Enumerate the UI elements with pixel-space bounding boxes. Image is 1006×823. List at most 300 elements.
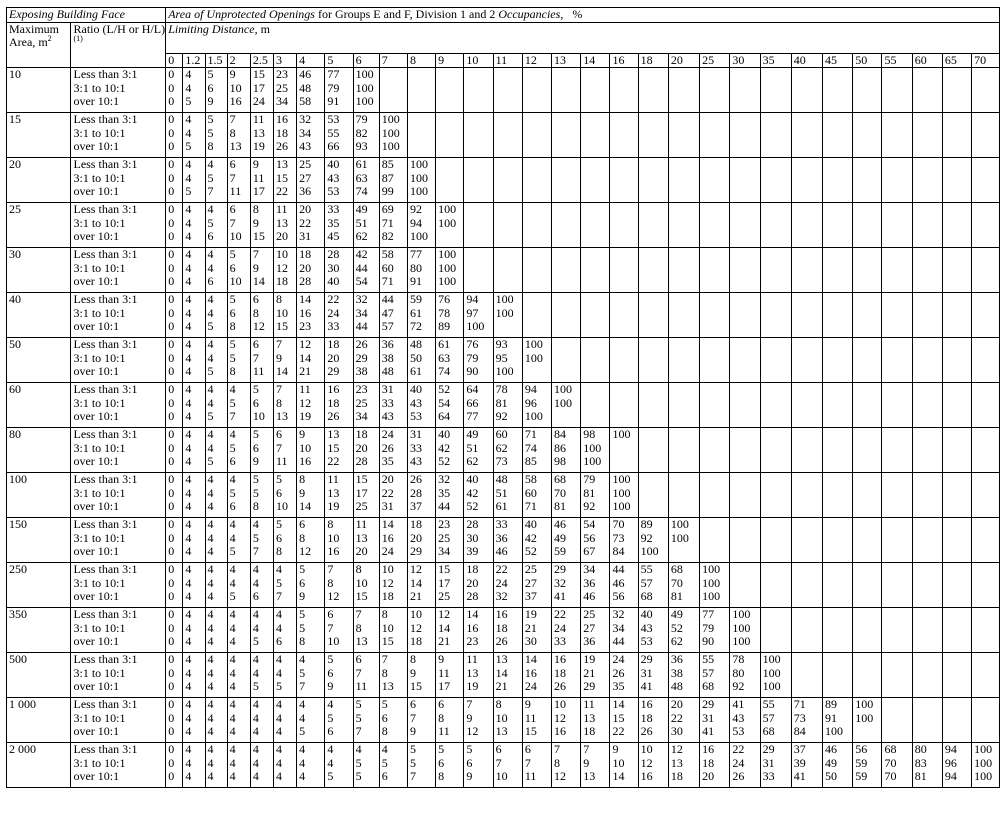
percent-value: 10 <box>229 274 242 288</box>
percent-value: 8 <box>229 125 236 140</box>
percent-value <box>583 275 609 289</box>
percent-cell <box>183 473 205 518</box>
percent-value <box>583 352 609 366</box>
percent-value: 31 <box>381 499 394 513</box>
percent-cell <box>552 518 581 563</box>
percent-cell <box>250 293 273 338</box>
percent-value <box>855 532 881 546</box>
percent-value: 24 <box>495 575 508 590</box>
percent-value: 4 <box>252 710 259 725</box>
percent-value: 13 <box>381 679 394 693</box>
ratio-label: over 10:1 <box>73 229 120 243</box>
percent-value: 100 <box>583 440 602 455</box>
percent-cell <box>581 563 610 608</box>
percent-cell <box>730 653 760 698</box>
title-row <box>7 8 1000 23</box>
percent-value: 18 <box>409 634 422 648</box>
percent-cell <box>325 158 353 203</box>
max-area-cell: 1 000 <box>7 698 71 743</box>
percent-value: 100 <box>409 157 428 171</box>
percent-value <box>612 338 637 352</box>
percent-value: 4 <box>299 697 306 711</box>
percent-value <box>612 127 637 141</box>
percent-cell <box>436 293 464 338</box>
percent-cell <box>638 608 668 653</box>
percent-value <box>554 217 580 231</box>
percent-cell <box>730 338 760 383</box>
percent-value <box>702 158 729 172</box>
percent-value: 5 <box>229 589 236 603</box>
percent-cell <box>942 743 971 788</box>
percent-value <box>945 518 971 532</box>
percent-value: 59 <box>554 544 567 558</box>
percent-cell <box>581 518 610 563</box>
percent-value: 62 <box>355 229 368 243</box>
percent-value: 36 <box>670 652 683 666</box>
percent-value <box>884 590 911 604</box>
percent-value: 4 <box>327 742 334 756</box>
percent-value: 17 <box>252 184 265 198</box>
percent-value: 9 <box>252 215 259 230</box>
percent-value <box>671 545 699 559</box>
ratio-label: Less than 3:1 <box>73 292 138 306</box>
percent-value <box>915 442 942 456</box>
percent-value: 9 <box>299 485 306 500</box>
percent-value: 25 <box>355 395 368 410</box>
percent-value: 5 <box>327 710 334 725</box>
percent-cell <box>823 743 853 788</box>
percent-value: 4 <box>185 454 192 468</box>
percent-value <box>825 622 852 636</box>
percent-value <box>496 275 522 289</box>
percent-cell <box>183 203 205 248</box>
percent-value <box>583 365 609 379</box>
percent-cell <box>730 293 760 338</box>
percent-value: 21 <box>409 589 422 603</box>
percent-value <box>974 680 999 694</box>
percent-cell <box>668 248 699 293</box>
percent-value <box>641 410 668 424</box>
percent-value: 38 <box>670 665 683 680</box>
percent-value: 14 <box>612 769 625 783</box>
percent-value: 9 <box>612 742 619 756</box>
percent-value <box>825 428 852 442</box>
percent-value: 16 <box>327 544 340 558</box>
percent-value <box>732 68 759 82</box>
percent-value <box>794 635 822 649</box>
percent-cell <box>581 608 610 653</box>
ratio-label: Less than 3:1 <box>73 157 138 171</box>
percent-value <box>825 320 852 334</box>
percent-cell <box>552 653 581 698</box>
percent-value <box>732 158 759 172</box>
percent-value <box>554 172 580 186</box>
percent-cell <box>791 518 822 563</box>
percent-value: 18 <box>466 562 479 576</box>
percent-value <box>945 217 971 231</box>
percent-value <box>915 185 942 199</box>
percent-cell <box>668 383 699 428</box>
percent-value <box>671 410 699 424</box>
percent-value <box>884 428 911 442</box>
percent-value: 4 <box>229 742 236 756</box>
percent-value: 41 <box>702 724 715 738</box>
percent-value <box>884 500 911 514</box>
percent-value <box>763 428 791 442</box>
ratio-label: over 10:1 <box>73 634 120 648</box>
percent-value: 5 <box>229 292 236 306</box>
percent-cell <box>668 518 699 563</box>
percent-value: 12 <box>276 260 288 275</box>
percent-value: 0 <box>168 305 175 320</box>
percent-value: 4 <box>185 575 192 590</box>
percent-cell <box>610 293 638 338</box>
percent-value: 40 <box>327 157 340 171</box>
percent-cell <box>297 383 325 428</box>
percent-value <box>671 397 699 411</box>
percent-value <box>732 428 759 442</box>
percent-value: 18 <box>276 274 288 288</box>
percent-value: 7 <box>207 184 214 198</box>
percent-value <box>794 622 822 636</box>
percent-cell <box>407 473 435 518</box>
percent-value <box>825 410 852 424</box>
percent-cell <box>610 743 638 788</box>
percent-value: 71 <box>524 499 537 513</box>
percent-value <box>732 113 759 127</box>
percent-value: 7 <box>327 562 334 576</box>
percent-value: 8 <box>554 755 561 770</box>
percent-value <box>794 365 822 379</box>
percent-value: 81 <box>914 769 927 783</box>
percent-value <box>915 500 942 514</box>
percent-value: 67 <box>583 544 596 558</box>
percent-cell <box>760 248 791 293</box>
percent-cell <box>379 338 407 383</box>
percent-cell <box>972 653 1000 698</box>
percent-value: 19 <box>583 652 596 666</box>
percent-value: 18 <box>554 665 567 680</box>
percent-value <box>702 185 729 199</box>
percent-value <box>884 518 911 532</box>
percent-cell <box>227 428 250 473</box>
percent-value <box>855 185 881 199</box>
percent-cell <box>250 158 273 203</box>
percent-cell <box>581 383 610 428</box>
ratio-cell <box>71 653 166 698</box>
percent-value: 5 <box>207 112 214 126</box>
percent-value <box>855 158 881 172</box>
percent-cell <box>297 293 325 338</box>
percent-value <box>884 95 911 109</box>
percent-cell <box>464 608 493 653</box>
percent-value: 9 <box>299 427 306 441</box>
percent-cell <box>610 428 638 473</box>
percent-value: 6 <box>252 292 259 306</box>
limiting-distance-col-header: 50 <box>853 54 882 68</box>
max-area-cell: 25 <box>7 203 71 248</box>
percent-cell <box>972 203 1000 248</box>
percent-cell <box>353 383 379 428</box>
percent-value: 70 <box>884 769 897 783</box>
percent-cell <box>581 293 610 338</box>
percent-value: 4 <box>207 679 214 693</box>
percent-value <box>466 158 492 172</box>
percent-value <box>732 217 759 231</box>
percent-value <box>763 275 791 289</box>
percent-value <box>641 172 668 186</box>
percent-cell <box>760 293 791 338</box>
exposing-building-face-header: Exposing Building Face <box>7 8 166 23</box>
percent-value: 25 <box>355 499 368 513</box>
percent-value <box>794 383 822 397</box>
percent-cell <box>552 338 581 383</box>
percent-value <box>732 127 759 141</box>
ratio-label: 3:1 to 10:1 <box>73 485 126 500</box>
percent-cell <box>760 518 791 563</box>
percent-cell <box>205 698 227 743</box>
percent-value: 8 <box>438 710 445 725</box>
percent-value <box>945 487 971 501</box>
percent-value <box>612 410 637 424</box>
percent-value <box>612 442 637 456</box>
percent-value <box>702 320 729 334</box>
percent-cell <box>464 68 493 113</box>
percent-value: 26 <box>612 665 625 680</box>
percent-cell <box>853 113 882 158</box>
percent-value: 79 <box>702 620 715 635</box>
percent-value: 7 <box>466 697 473 711</box>
percent-value: 6 <box>381 710 388 725</box>
percent-cell <box>166 68 183 113</box>
percent-value: 36 <box>299 184 312 198</box>
percent-value: 0 <box>168 440 175 455</box>
percent-value: 42 <box>466 485 479 500</box>
percent-value <box>915 545 942 559</box>
percent-value <box>466 203 492 217</box>
percent-value: 100 <box>495 292 514 306</box>
percent-value: 19 <box>524 607 537 621</box>
limiting-distance-col-header: 3 <box>274 54 297 68</box>
percent-value: 4 <box>252 724 259 738</box>
percent-value: 14 <box>612 697 625 711</box>
percent-cell <box>700 248 730 293</box>
percent-value <box>466 95 492 109</box>
percent-cell <box>205 293 227 338</box>
percent-value: 7 <box>554 742 561 756</box>
percent-value: 17 <box>355 485 368 500</box>
percent-value <box>702 397 729 411</box>
percent-value: 7 <box>299 679 306 693</box>
percent-value: 100 <box>381 112 400 126</box>
percent-value: 4 <box>185 710 192 725</box>
percent-cell <box>760 338 791 383</box>
percent-value <box>794 428 822 442</box>
percent-value: 8 <box>299 634 306 648</box>
percent-value: 32 <box>495 589 508 603</box>
percent-cell <box>522 608 551 653</box>
percent-cell <box>882 518 912 563</box>
percent-value: 64 <box>438 409 451 423</box>
percent-value <box>702 95 729 109</box>
percent-value <box>641 82 668 96</box>
percent-value <box>855 352 881 366</box>
table-row <box>7 383 1000 428</box>
percent-value <box>702 82 729 96</box>
percent-value <box>974 455 999 469</box>
percent-value <box>763 410 791 424</box>
percent-value: 4 <box>276 620 282 635</box>
percent-cell <box>912 203 942 248</box>
percent-value: 0 <box>168 247 175 261</box>
percent-value <box>915 410 942 424</box>
percent-value: 8 <box>438 769 445 783</box>
percent-value: 100 <box>855 697 874 711</box>
percent-value <box>915 698 942 712</box>
percent-value <box>438 113 463 127</box>
percent-cell <box>274 113 297 158</box>
percent-value: 15 <box>355 589 368 603</box>
percent-value <box>974 532 999 546</box>
percent-value <box>641 95 668 109</box>
percent-cell <box>436 563 464 608</box>
percent-value <box>945 680 971 694</box>
percent-value: 16 <box>640 769 653 783</box>
percent-value: 4 <box>185 247 192 261</box>
percent-cell <box>853 653 882 698</box>
percent-cell <box>407 338 435 383</box>
percent-cell <box>552 473 581 518</box>
percent-value <box>496 262 522 276</box>
percent-cell <box>436 608 464 653</box>
percent-value: 100 <box>732 634 751 648</box>
percent-value: 4 <box>207 697 214 711</box>
percent-cell <box>668 473 699 518</box>
percent-value: 98 <box>583 427 596 441</box>
percent-value: 0 <box>168 274 175 288</box>
percent-value <box>671 473 699 487</box>
percent-value: 4 <box>185 305 192 320</box>
percent-cell <box>407 158 435 203</box>
percent-value <box>884 622 911 636</box>
percent-cell <box>379 113 407 158</box>
percent-cell <box>942 428 971 473</box>
percent-cell <box>274 653 297 698</box>
percent-value: 4 <box>207 440 214 455</box>
percent-value: 77 <box>466 409 479 423</box>
percent-value: 9 <box>409 665 416 680</box>
percent-value: 10 <box>409 607 422 621</box>
percent-value: 5 <box>207 67 214 81</box>
percent-cell <box>227 743 250 788</box>
percent-value: 4 <box>207 544 214 558</box>
percent-cell <box>353 248 379 293</box>
percent-cell <box>325 698 353 743</box>
percent-value <box>763 172 791 186</box>
percent-value: 9 <box>524 697 531 711</box>
percent-value <box>794 577 822 591</box>
percent-cell <box>464 698 493 743</box>
percent-cell <box>853 518 882 563</box>
ratio-cell <box>71 608 166 653</box>
percent-value: 7 <box>229 112 236 126</box>
percent-cell <box>581 743 610 788</box>
percent-value <box>554 248 580 262</box>
percent-value <box>974 383 999 397</box>
percent-value: 16 <box>299 305 312 320</box>
ratio-cell <box>71 203 166 248</box>
percent-value <box>496 203 522 217</box>
percent-value: 4 <box>207 427 214 441</box>
percent-value: 4 <box>207 710 214 725</box>
percent-value: 30 <box>466 530 479 545</box>
percent-cell <box>493 653 522 698</box>
percent-value: 4 <box>185 157 192 171</box>
percent-value: 7 <box>276 382 282 396</box>
percent-value: 19 <box>466 679 479 693</box>
percent-cell <box>227 158 250 203</box>
percent-value: 0 <box>168 679 175 693</box>
percent-value: 10 <box>276 247 288 261</box>
percent-cell <box>668 158 699 203</box>
percent-value: 82 <box>355 125 368 140</box>
percent-cell <box>274 203 297 248</box>
percent-value: 4 <box>276 769 282 783</box>
percent-cell <box>522 293 551 338</box>
percent-value <box>974 442 999 456</box>
percent-value <box>884 410 911 424</box>
percent-value: 90 <box>702 634 715 648</box>
percent-value <box>945 428 971 442</box>
percent-value: 4 <box>207 652 214 666</box>
unprotected-openings-table <box>6 7 1000 788</box>
percent-value <box>641 248 668 262</box>
percent-value <box>855 590 881 604</box>
percent-value: 37 <box>524 589 537 603</box>
percent-value: 100 <box>524 350 543 365</box>
percent-value <box>466 185 492 199</box>
percent-value <box>641 127 668 141</box>
percent-value: 4 <box>185 409 192 423</box>
percent-value: 12 <box>299 544 312 558</box>
limiting-distance-col-header: 14 <box>581 54 610 68</box>
percent-value: 5 <box>207 409 214 423</box>
percent-cell <box>610 608 638 653</box>
percent-value <box>612 365 637 379</box>
percent-value: 29 <box>583 679 596 693</box>
percent-value <box>945 635 971 649</box>
percent-value <box>732 383 759 397</box>
percent-value <box>554 262 580 276</box>
ratio-label: 3:1 to 10:1 <box>73 575 126 590</box>
percent-cell <box>882 698 912 743</box>
percent-value <box>763 217 791 231</box>
limiting-distance-col-header: 55 <box>882 54 912 68</box>
percent-value: 4 <box>207 499 214 513</box>
percent-cell <box>791 158 822 203</box>
percent-value <box>583 172 609 186</box>
percent-value <box>884 608 911 622</box>
percent-value <box>945 127 971 141</box>
percent-value: 17 <box>438 575 451 590</box>
percent-value: 16 <box>702 742 715 756</box>
percent-cell <box>522 428 551 473</box>
percent-value <box>612 262 637 276</box>
percent-value: 4 <box>207 247 214 261</box>
percent-value: 61 <box>438 337 451 351</box>
percent-value <box>466 262 492 276</box>
percent-value: 4 <box>207 589 214 603</box>
